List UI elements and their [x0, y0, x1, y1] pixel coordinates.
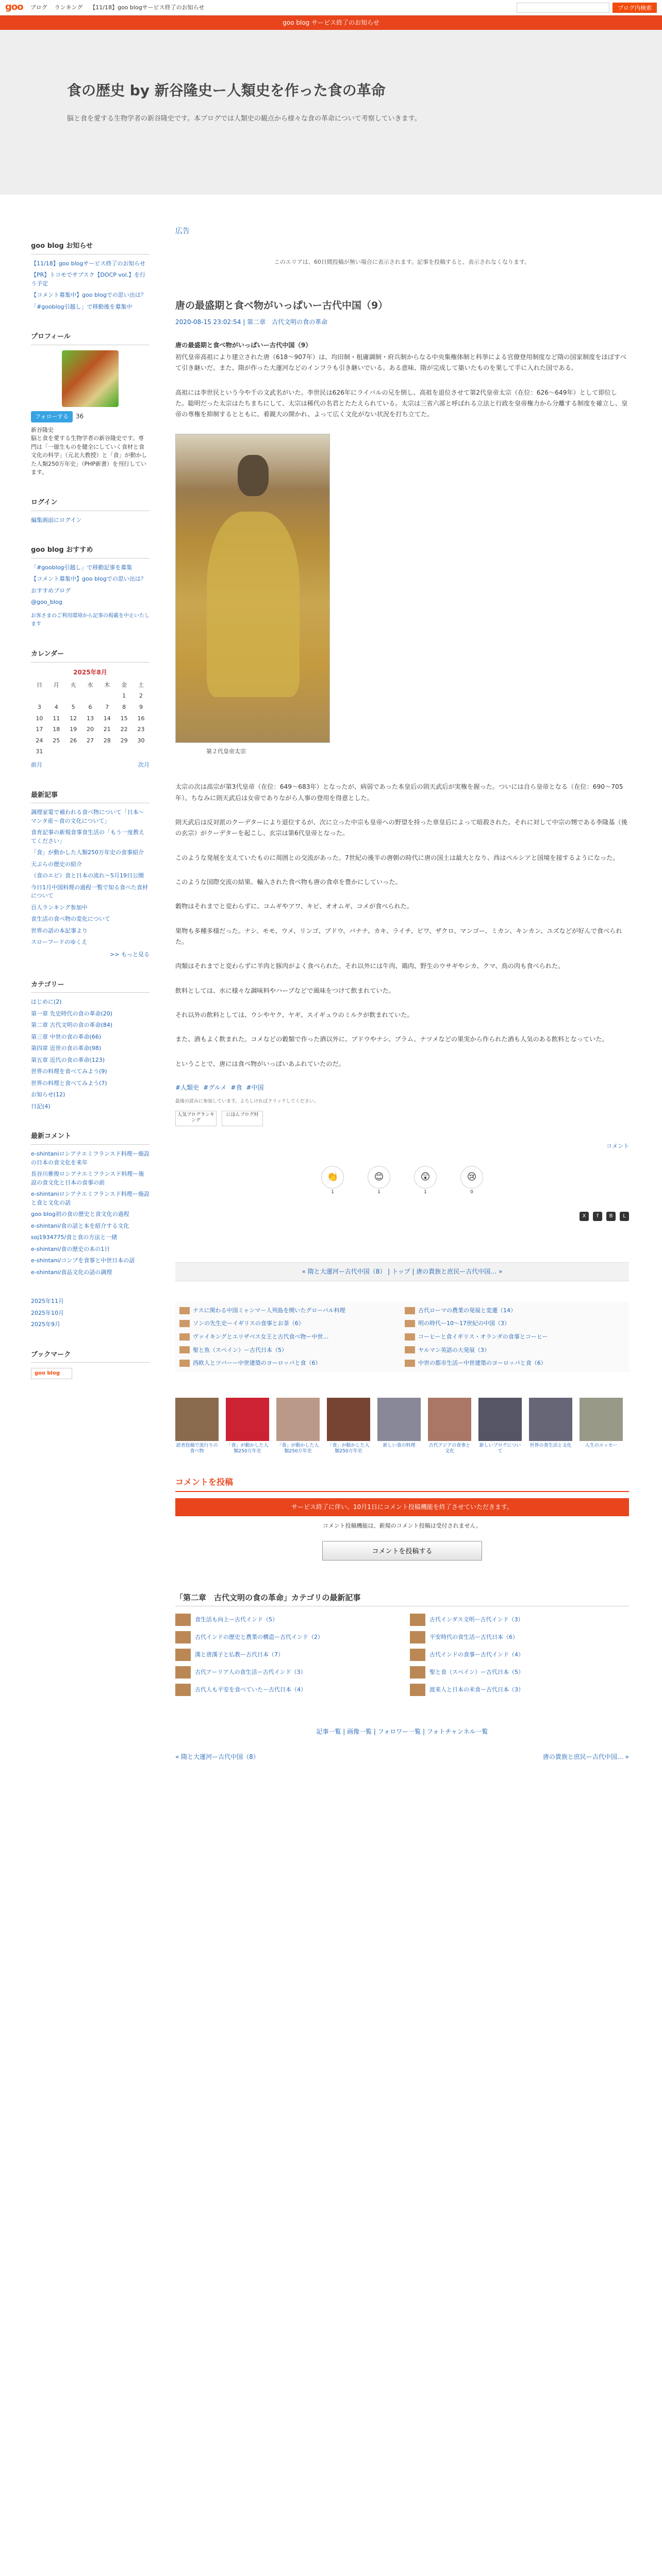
- calendar-prev[interactable]: 前月: [31, 761, 42, 769]
- calendar-day[interactable]: 22: [120, 726, 128, 733]
- footer-pager: [175, 1752, 629, 1762]
- category-article[interactable]: [175, 1666, 394, 1679]
- category-title: カテゴリー: [31, 980, 150, 993]
- calendar-month: 2025年8月: [73, 668, 107, 676]
- reaction-icon: 😢: [460, 1166, 483, 1189]
- recommend-item[interactable]: [405, 1319, 625, 1328]
- reaction-count: 1: [331, 1190, 334, 1195]
- category-article[interactable]: [410, 1649, 629, 1661]
- reaction-count: 1: [424, 1190, 427, 1195]
- category-link[interactable]: 第二章 古代文明の食の革命(84): [31, 1022, 113, 1029]
- latest-article-link[interactable]: 世界の話の本記事より: [31, 927, 88, 934]
- category-article[interactable]: [175, 1614, 394, 1626]
- calendar-day[interactable]: 30: [137, 737, 145, 744]
- calendar-day[interactable]: 4: [54, 704, 58, 711]
- calendar-day[interactable]: [98, 746, 115, 757]
- topbar-search: [517, 3, 657, 13]
- calendar-day[interactable]: 8: [122, 704, 126, 711]
- ranking-button[interactable]: 人気ブログランキング: [175, 1111, 217, 1126]
- category-link[interactable]: 第五章 近代の食の革命(123): [31, 1056, 105, 1063]
- comment-link[interactable]: コメント: [606, 1142, 629, 1149]
- ranking-buttons: [175, 1111, 629, 1126]
- sidebar-bookmark: [31, 1350, 150, 1380]
- calendar-day[interactable]: 20: [86, 726, 94, 733]
- recommend-thumb: [179, 1320, 190, 1327]
- post-meta[interactable]: 2020-08-15 23:02:54 | 第二章 古代文明の食の革命: [175, 318, 328, 326]
- latest-article-link[interactable]: スローフードのゆくえ: [31, 939, 88, 946]
- sidebar-category: [31, 980, 150, 1111]
- thumbnail-card[interactable]: [226, 1398, 269, 1455]
- calendar-day[interactable]: 10: [36, 715, 43, 722]
- comment-section: [175, 1476, 629, 1560]
- recommend-link[interactable]: ソンの先生史ーイギリスの食事とお茶（6）: [193, 1320, 304, 1327]
- share-icon[interactable]: B: [606, 1212, 616, 1221]
- goo-blog-logo[interactable]: goo blog: [31, 1368, 72, 1379]
- calendar-day[interactable]: 16: [137, 715, 145, 722]
- category-article-link[interactable]: 古代インドの歴史と農業の構造ー古代インド（2）: [195, 1633, 323, 1640]
- comment-link-item[interactable]: soj1934775/食と食の方法と一緒: [31, 1234, 118, 1241]
- comment-link-item[interactable]: e-shintani/コンプを食事と中世日本の話: [31, 1257, 135, 1264]
- calendar-day[interactable]: 5: [71, 704, 75, 711]
- post-paragraph: 高祖には李世民という今や千の文武名がいた。李世民は626年にライバルの兄を倒し、高祖を退位させて第2代皇帝太宗（在位：626〜649年）として即位した。聡明だった太宗はたちまちにして、太宗は稀代の名君とたたえられている。太宗は三省六部と呼ばれる立法と行政を皇帝権力から分離する制度を確立し、皇帝の専権を抑制するとともに、着親大の開かれ、よって広く文化がない状況を打ち立てた。: [175, 388, 628, 418]
- reaction-icon: 👏: [321, 1166, 344, 1189]
- calendar-day[interactable]: 12: [70, 715, 77, 722]
- category-article-link[interactable]: 古代人も平安を食べていたー古代日本（4）: [195, 1686, 306, 1693]
- calendar-day[interactable]: 19: [70, 726, 77, 733]
- recommend-link[interactable]: コーヒーと食イギリス・オランダの食事とコーヒー: [418, 1333, 548, 1340]
- blog-description: 脳と食を愛する生物学者の新谷隆史です。本ブログでは人類史の観点から様々な食の革命について考察していきます。: [67, 114, 421, 123]
- latest-article-link[interactable]: 「食」が動かした人類250万年史の食事紹介: [31, 849, 144, 856]
- post-body: [175, 340, 629, 1070]
- recommend-item[interactable]: [179, 1332, 400, 1342]
- category-link[interactable]: 世界の料理を食べてみよう(9): [31, 1068, 107, 1075]
- archive-link[interactable]: 2025年11月: [31, 1298, 64, 1305]
- reactions: [175, 1166, 629, 1196]
- calendar-weekday: 木: [104, 681, 110, 688]
- thumbnail-image[interactable]: [478, 1398, 522, 1441]
- post-paragraph: 果物も多種多様だった。ナシ、モモ、ウメ、リンゴ、ブドウ、バナナ、カキ、ライチ、ビワ、ザクロ、マンゴー、ミカン、キンカン、ユズなどが好んで食べられた。: [175, 927, 622, 945]
- goo-topbar: [0, 0, 662, 15]
- recommend-item[interactable]: @goo_blog: [31, 599, 62, 606]
- thumbnail-label[interactable]: 新しい食の料理: [383, 1443, 416, 1448]
- calendar-day[interactable]: [115, 746, 133, 757]
- share-icon[interactable]: f: [593, 1212, 602, 1221]
- post-paragraph: それ以外の飲料としては、ウシやヤク、ヤギ、スイギュウのミルクが飲まれていた。: [175, 1011, 413, 1019]
- post-paragraph: 初代皇帝高祖により建立された唐（618〜907年）は、均田制・租庸調制・府兵制からなる中央集権体制と科挙による官僚登用制度など隋の国家制度をほぼすべて引き継いだ。また、隋が作った大運河などのインフラも引き継いでいる。ある意味、隋が完成して築いたものを果して手に入れた国である。: [175, 353, 627, 372]
- recommend-item[interactable]: 【コメント募集中】goo blogでの思い出は？: [31, 575, 146, 583]
- category-articles: [175, 1591, 629, 1696]
- category-article-thumb: [175, 1631, 191, 1643]
- category-article[interactable]: [410, 1614, 629, 1626]
- thumbnail-image[interactable]: [226, 1398, 269, 1441]
- recommend-link[interactable]: 古代ローマの農業の発展と変遷（14）: [418, 1307, 516, 1314]
- tag-link[interactable]: #人類史: [175, 1084, 200, 1092]
- category-article-link[interactable]: 渡来人と日本の米食ー古代日本（3）: [429, 1686, 524, 1693]
- reaction-button[interactable]: [366, 1166, 392, 1196]
- reaction-count: 1: [377, 1190, 380, 1195]
- login-title: ログイン: [31, 498, 150, 511]
- recommend-thumb: [179, 1333, 190, 1341]
- login-link[interactable]: 編集画面にログイン: [31, 516, 82, 523]
- calendar-title: カレンダー: [31, 649, 150, 663]
- post-subheading: 唐の最盛期と食べ物がいっぱいー古代中国（9）: [175, 341, 312, 349]
- thumbnail-image[interactable]: [327, 1398, 370, 1441]
- recommend-thumb: [405, 1307, 415, 1314]
- calendar-day[interactable]: [31, 690, 48, 702]
- calendar-day[interactable]: [65, 690, 82, 702]
- recommend-item[interactable]: [179, 1346, 400, 1355]
- post-paragraph: また、酒もよく飲まれた。コメなどの穀類で作った酒以外に、ブドウやナシ、ブラム、ナツメなどの果実から作られた酒も人気のある飲料となっていた。: [175, 1036, 608, 1043]
- post-paragraph: 肉類はそれまでと変わらずに羊肉と豚肉がよく食べられた。それ以外には牛肉、鶏肉、野生のウサギやシカ、クマ、鳥の肉も食べられた。: [175, 962, 565, 970]
- emperor-portrait-image: [175, 434, 330, 743]
- category-article[interactable]: [410, 1631, 629, 1643]
- ranking-note: 最後の読みに参加しています。よろしければクリックしてください。: [175, 1099, 319, 1105]
- calendar-day[interactable]: [48, 690, 65, 702]
- latest-article-link[interactable]: 食生活の食べ物の変化について: [31, 916, 110, 923]
- thumbnail-card[interactable]: [428, 1398, 471, 1455]
- recommend-title: goo blog おすすめ: [31, 545, 150, 558]
- thumbnail-card[interactable]: [478, 1398, 522, 1455]
- main-content: [175, 195, 629, 1783]
- recommend-thumb: [179, 1360, 190, 1367]
- sidebar-profile: [31, 332, 150, 477]
- post-paragraph: このような国際交流の結果、輸入された食べ物も唐の食卓を豊かにしていった。: [175, 878, 402, 886]
- thumbnail-card[interactable]: [529, 1398, 572, 1455]
- category-article[interactable]: [410, 1684, 629, 1696]
- sidebar-recommend: [31, 545, 150, 629]
- profile-image[interactable]: [62, 350, 119, 407]
- page-body: [0, 195, 662, 1783]
- recommend-link[interactable]: 明の時代ー10〜17世紀の中国（3）: [418, 1320, 510, 1327]
- recommend-item[interactable]: [405, 1359, 625, 1368]
- calendar-day[interactable]: 9: [139, 704, 143, 711]
- recommend-thumb: [405, 1360, 415, 1367]
- post-paragraph: 飲料としては、水に様々な調味料やハーブなどで風味をつけて飲まれていた。: [175, 987, 395, 994]
- goo-logo[interactable]: goo: [5, 2, 23, 13]
- calendar-day[interactable]: 17: [36, 726, 43, 733]
- thumbnail-card[interactable]: [580, 1398, 623, 1455]
- comment-link-item[interactable]: goo blog初の食の歴史と食文化の過程: [31, 1211, 129, 1218]
- calendar-day[interactable]: 24: [36, 737, 43, 744]
- footer-next-link[interactable]: 唐の貴族と庶民ー古代中国… »: [542, 1753, 629, 1760]
- category-article-thumb: [175, 1614, 191, 1626]
- thumbnail-row: [175, 1398, 629, 1455]
- calendar-day[interactable]: 7: [105, 704, 109, 711]
- category-link[interactable]: 第四章 近世の食の革命(98): [31, 1045, 102, 1052]
- ranking-button[interactable]: にほんブログ村: [222, 1111, 263, 1126]
- category-article-thumb: [410, 1614, 425, 1626]
- thumbnail-label[interactable]: 「食」が動かした人類250万年史: [226, 1443, 269, 1454]
- recommend-thumb: [179, 1307, 190, 1314]
- post-paragraph: 則天武后は反対派のクーデターにより退位するが、次に立った中宗も皇帝への野望を持った章皇后によって暗殺された。それに対して中宗の甥である李隆基（後の玄宗）がクーデターを起こし、玄宗は第6代皇帝となった。: [175, 818, 627, 837]
- post-comment-button[interactable]: コメントを投稿する: [322, 1541, 482, 1561]
- follow-button[interactable]: フォローする: [31, 411, 73, 422]
- sidebar-calendar: [31, 649, 150, 770]
- sidebar-comments: [31, 1131, 150, 1277]
- calendar-day[interactable]: 13: [86, 715, 94, 722]
- topbar-link-notice[interactable]: 【11/18】goo blogサービス終了のお知らせ: [90, 4, 205, 11]
- post-paragraph: ということで、唐には食べ物がいっぱいあふれていたのだ。: [175, 1060, 345, 1067]
- sidebar-notice: [31, 241, 150, 311]
- category-article-thumb: [410, 1684, 425, 1696]
- notice-item[interactable]: 【PR】トコモでサブスク【DOCP vol.】を行う予定: [31, 272, 146, 287]
- sidebar-archive: [31, 1297, 150, 1329]
- calendar-weekday: 水: [87, 681, 93, 688]
- blog-header: [0, 30, 662, 195]
- share-icons: [175, 1212, 629, 1221]
- thumbnail-card[interactable]: [276, 1398, 320, 1455]
- recommend-link[interactable]: 聖と魚（スペイン）ー古代日本（5）: [193, 1346, 287, 1353]
- category-article-link[interactable]: 古代インダス文明ー古代インド（3）: [429, 1616, 524, 1623]
- latest-article-link[interactable]: （食のエビ）食と日本の流れ〜5月19日公開: [31, 872, 144, 879]
- calendar-day[interactable]: 25: [53, 737, 60, 744]
- category-link[interactable]: 第三章 中世の食の革命(66): [31, 1033, 102, 1040]
- post-title[interactable]: 唐の最盛期と食べ物がいっぱいー古代中国（9）: [175, 299, 388, 311]
- category-link[interactable]: はじめに(2): [31, 998, 62, 1006]
- category-article[interactable]: [410, 1666, 629, 1679]
- recommend-item[interactable]: [179, 1359, 400, 1368]
- comment-banner[interactable]: サービス終了に伴い、10月1日にコメント投稿機能を終了させていただきます。: [175, 1498, 629, 1516]
- notice-link[interactable]: goo blog サービス終了のお知らせ: [283, 19, 379, 26]
- thumbnail-image[interactable]: [377, 1398, 421, 1441]
- calendar-day[interactable]: 15: [120, 715, 128, 722]
- post-paragraph: 穀物はそれまでと変わらずに、コムギやアワ、キビ、オオムギ、コメが食べられた。: [175, 903, 413, 910]
- bookmark-title: ブックマーク: [31, 1350, 150, 1363]
- calendar-weekday: 月: [53, 681, 59, 688]
- thumbnail-card[interactable]: [327, 1398, 370, 1455]
- thumbnail-card[interactable]: [175, 1398, 219, 1455]
- reaction-icon: 😲: [414, 1166, 437, 1189]
- post-paragraph: このような発展を支えていたものに周囲との交流があった。7世紀の後半の唐朝の時代に唐の国土は最大となり、西はペルシアと国境を接するようになった。: [175, 854, 619, 861]
- reaction-button[interactable]: [459, 1166, 485, 1196]
- category-article-thumb: [175, 1684, 191, 1696]
- recommend-thumb: [405, 1346, 415, 1353]
- thumbnail-label[interactable]: 「食」が動かした人類250万年史: [277, 1443, 319, 1454]
- recommend-item[interactable]: 「#gooblog引越し」で移動記事を募集: [31, 564, 133, 571]
- calendar-day[interactable]: 29: [120, 737, 128, 744]
- category-article-thumb: [410, 1631, 425, 1643]
- reaction-button[interactable]: [412, 1166, 438, 1196]
- category-article-link[interactable]: 漢と唐漢子と仏教ー古代日本（7）: [195, 1651, 284, 1658]
- calendar-day[interactable]: 27: [86, 737, 94, 744]
- sidebar-latest: [31, 790, 150, 959]
- thumbnail-card[interactable]: [377, 1398, 421, 1455]
- post-paragraph: 太宗の次は高宗が第3代皇帝（在位：649〜683年）となったが、病弱であった本皇后の則天武后が実権を握った。ついには自ら皇帝となる（在位：690〜705年）。ちなみに則天武后は女帝でありながら人事の登用を得意とした。: [175, 783, 623, 802]
- recommend-link[interactable]: 西欧人とツバーー中世建築のヨーロッパと食（6）: [193, 1360, 321, 1367]
- thumbnail-label[interactable]: 人生のエッセー: [585, 1443, 618, 1448]
- thumbnail-label[interactable]: 新しいブログについて: [479, 1443, 521, 1454]
- recommend-link[interactable]: ナスに関わる中国ミャンマー人列島を開いたグローバル料理: [193, 1307, 345, 1314]
- comment-link-item[interactable]: e-shintani/食の話と本を紹介する文化: [31, 1222, 129, 1229]
- recommend-item[interactable]: [405, 1306, 625, 1315]
- topbar-link-blog[interactable]: ブログ: [30, 4, 47, 11]
- profile-text: 脳と食を愛する生物学者の新谷隆史です。専門は「一億生ものを健全にしていく食材と食文化の科学」（元北大教授）と「食」が動かした人類250万年史」（PHP新書）を刊行しています。: [31, 435, 147, 476]
- recommend-item[interactable]: [179, 1306, 400, 1315]
- notice-item[interactable]: 【11/18】goo blogサービス終了のお知らせ: [31, 260, 146, 267]
- calendar-day[interactable]: [82, 746, 99, 757]
- calendar-table: [31, 680, 150, 757]
- recommend-item[interactable]: [405, 1346, 625, 1355]
- notice-item[interactable]: 「#gooblog引越し」で移動後を募集中: [31, 303, 133, 310]
- latest-article-link[interactable]: 調理家電で補われる食べ物について「日本〜マンタ産〜食の文化について」: [31, 809, 144, 824]
- post-tags: [175, 1083, 629, 1093]
- thumbnail-image[interactable]: [529, 1398, 572, 1441]
- thumbnail-label[interactable]: 世界の食生活と文化: [529, 1443, 572, 1448]
- recommend-item[interactable]: おすすめブログ: [31, 587, 71, 594]
- sidebar-login: [31, 498, 150, 524]
- comment-section-title: コメントを投稿: [175, 1476, 629, 1492]
- category-link[interactable]: 世界の料理と食べてみよう(7): [31, 1079, 107, 1087]
- thumbnail-label[interactable]: 読者投稿で流行りの食べ物: [176, 1443, 218, 1454]
- comment-note: コメント投稿機能は、新規のコメント投稿は受付されません。: [322, 1522, 482, 1529]
- ad-note: このエリアは、60日間投稿が無い場合に表示されます。記事を投稿すると、表示されなくなります。: [274, 259, 531, 266]
- tag-link[interactable]: #グルメ: [203, 1084, 227, 1092]
- calendar-day[interactable]: 11: [53, 715, 60, 722]
- share-icon[interactable]: X: [580, 1212, 589, 1221]
- category-article-thumb: [410, 1666, 425, 1679]
- thumbnail-image[interactable]: [175, 1398, 219, 1441]
- latest-article-link[interactable]: 百人ランキング参加中: [31, 904, 88, 911]
- sidebar-notice-title: goo blog お知らせ: [31, 241, 150, 255]
- calendar-day[interactable]: [133, 746, 150, 757]
- calendar-day[interactable]: 31: [36, 748, 43, 755]
- calendar-weekday: 土: [138, 681, 144, 688]
- recommend-item[interactable]: [405, 1332, 625, 1342]
- category-article-link[interactable]: 食生活も向上ー古代インド（5）: [195, 1616, 278, 1623]
- recommend-thumb: [405, 1320, 415, 1327]
- calendar-day[interactable]: 3: [37, 704, 41, 711]
- reaction-count: 0: [470, 1190, 473, 1195]
- comment-link-item[interactable]: e-shintaniロシアナエミフランスド料理ー施設の日本の食文化を来年: [31, 1150, 150, 1166]
- recommend-item[interactable]: [179, 1319, 400, 1328]
- comment-title: 最新コメント: [31, 1131, 150, 1145]
- calendar-weekday: 金: [121, 681, 127, 688]
- calendar-day[interactable]: 28: [103, 737, 111, 744]
- image-caption: 第２代皇帝太宗: [206, 748, 246, 755]
- comment-link-item[interactable]: e-shintaniロシアナエミフランスド料理ー施設と食と文化の話: [31, 1191, 150, 1206]
- tag-link[interactable]: #食: [230, 1084, 242, 1092]
- comment-link-item[interactable]: e-shintani/食品文化の話の調理: [31, 1268, 112, 1276]
- recommend-thumb: [179, 1346, 190, 1353]
- latest-article-link[interactable]: 食育記事の新規食事食生活の「もう一度教えてください」: [31, 829, 144, 844]
- latest-more-link[interactable]: >> もっと見る: [110, 951, 150, 958]
- recommend-link[interactable]: ヴァイキングとエリザベス女王と古代食べ物ー中世…: [193, 1333, 329, 1340]
- calendar-day[interactable]: [65, 746, 82, 757]
- notice-band[interactable]: [0, 15, 662, 30]
- recommend-grid: [175, 1302, 629, 1372]
- calendar-day[interactable]: 26: [70, 737, 77, 744]
- category-article-thumb: [175, 1649, 191, 1661]
- category-link[interactable]: お知らせ(12): [31, 1091, 65, 1098]
- thumbnail-image[interactable]: [580, 1398, 623, 1441]
- category-article-link[interactable]: 平安時代の食生活ー古代日本（6）: [429, 1633, 518, 1640]
- archive-link[interactable]: 2025年10月: [31, 1309, 64, 1316]
- follow-count: 36: [75, 413, 84, 420]
- sidebar: [31, 195, 150, 1783]
- calendar-day[interactable]: [98, 690, 115, 702]
- footer-links[interactable]: 記事一覧 | 画像一覧 | フォロワー一覧 | フォトチャンネル一覧: [316, 1727, 488, 1735]
- calendar-weekday: 火: [70, 681, 76, 688]
- calendar-weekday: 日: [36, 681, 42, 688]
- category-article[interactable]: [175, 1649, 394, 1661]
- archive-link[interactable]: 2025年9月: [31, 1321, 60, 1328]
- post-pager[interactable]: « 隋と大運河ー古代中国（8） | トップ | 唐の貴族と庶民ー古代中国… »: [175, 1262, 629, 1281]
- category-article-link[interactable]: 古代インドの食事ー古代インド（4）: [429, 1651, 524, 1658]
- calendar-day[interactable]: 21: [103, 726, 111, 733]
- calendar-day[interactable]: 1: [122, 692, 126, 700]
- calendar-day[interactable]: 6: [88, 704, 92, 711]
- thumbnail-label[interactable]: 古代アジアの食事と文化: [428, 1443, 471, 1454]
- calendar-day[interactable]: 14: [103, 715, 111, 722]
- calendar-day[interactable]: [48, 746, 65, 757]
- latest-article-link[interactable]: 天ぷらの歴史の紹介: [31, 860, 82, 868]
- category-link[interactable]: 日記(4): [31, 1103, 51, 1110]
- calendar-day[interactable]: 18: [53, 726, 60, 733]
- comment-link-item[interactable]: e-shintani/食の歴史の本の1日: [31, 1245, 110, 1252]
- latest-title: 最新記事: [31, 790, 150, 804]
- latest-article-link[interactable]: 今日1月中国料理の過程一覧で知る食べた食材について: [31, 884, 148, 900]
- blog-title[interactable]: 食の歴史 by 新谷隆史ー人類史を作った食の革命: [67, 82, 386, 99]
- comment-link-item[interactable]: 長谷川雅俊ロシアナエミフランスド料理ー施設の食文化と日本の食事の前: [31, 1171, 144, 1186]
- share-icon[interactable]: L: [620, 1212, 629, 1221]
- reaction-button[interactable]: [320, 1166, 345, 1196]
- tag-link[interactable]: #中国: [246, 1084, 264, 1092]
- search-input[interactable]: [517, 3, 609, 13]
- category-article-thumb: [410, 1649, 425, 1661]
- category-article[interactable]: [175, 1684, 394, 1696]
- profile-title: プロフィール: [31, 332, 150, 345]
- thumbnail-image[interactable]: [428, 1398, 471, 1441]
- calendar-next[interactable]: 次月: [138, 761, 150, 769]
- recommend-note[interactable]: お客さまのご利用環境から記事の掲載を中止いたします: [31, 613, 150, 627]
- recommend-link[interactable]: 中世の都市生活ー中世建築のヨーロッパと食（6）: [418, 1360, 547, 1367]
- category-link[interactable]: 第一章 先史時代の食の革命(20): [31, 1010, 113, 1017]
- category-article-link[interactable]: 古代アーリア人の食生活ー古代インド（3）: [195, 1668, 306, 1675]
- category-article-link[interactable]: 聖と食（スペイン）ー古代日本（5）: [429, 1668, 524, 1675]
- calendar-day[interactable]: 23: [137, 726, 145, 733]
- calendar-day[interactable]: [82, 690, 99, 702]
- thumbnail-label[interactable]: 「食」が動かした人類250万年史: [327, 1443, 370, 1454]
- calendar-day[interactable]: 2: [139, 692, 143, 700]
- recommend-link[interactable]: ヤルマン英語の大発展（3）: [418, 1346, 490, 1353]
- category-article-thumb: [175, 1666, 191, 1679]
- ad-label: 広告: [175, 227, 190, 235]
- search-button[interactable]: ブログ内検索: [613, 3, 657, 13]
- notice-item[interactable]: 【コメント募集中】goo blogでの思い出は？: [31, 292, 146, 299]
- recommend-thumb: [405, 1333, 415, 1341]
- profile-name[interactable]: 新谷隆史: [31, 426, 54, 433]
- category-section-title: 「第二章 古代文明の食の革命」カテゴリの最新記事: [175, 1591, 629, 1606]
- footer-prev-link[interactable]: « 隋と大運河ー古代中国（8）: [175, 1753, 259, 1760]
- thumbnail-image[interactable]: [276, 1398, 320, 1441]
- reaction-icon: 😊: [368, 1166, 390, 1189]
- topbar-link-ranking[interactable]: ランキング: [54, 4, 83, 11]
- category-article[interactable]: [175, 1631, 394, 1643]
